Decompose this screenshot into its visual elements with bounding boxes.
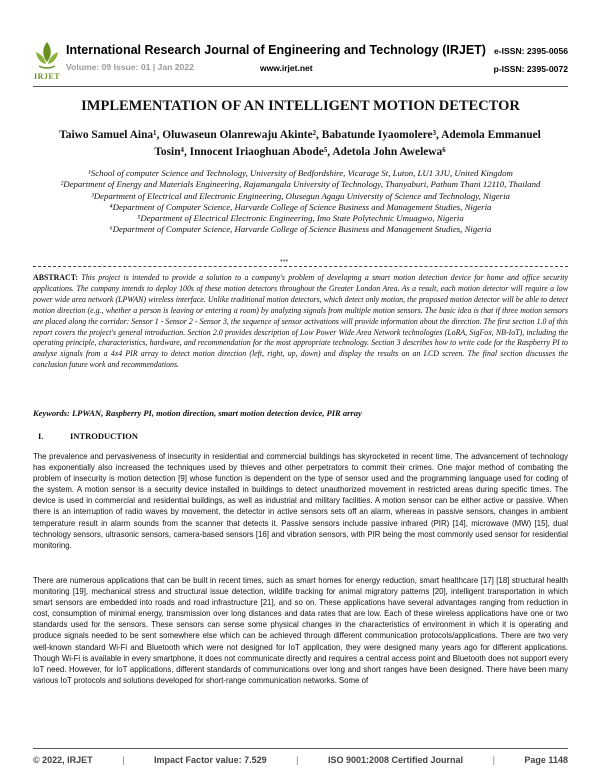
footer-separator: | <box>122 755 125 765</box>
e-issn: e-ISSN: 2395-0056 <box>493 46 568 56</box>
footer-copyright: © 2022, IRJET <box>33 755 93 765</box>
section-title: INTRODUCTION <box>70 431 139 441</box>
p-issn: p-ISSN: 2395-0072 <box>493 64 568 74</box>
separator-mark: *** <box>280 259 289 266</box>
separator-line <box>33 266 568 267</box>
header-rule <box>33 86 568 87</box>
affiliation-1: ¹School of computer Science and Technology, University of Bedfordshire, Vicarage St, Luton, LU1 3JU, United Kingdom <box>88 168 513 178</box>
affiliation-3: ³Department of Electrical and Electronic Engineering, Olusegun Agagu University of Science and Technology, Nigeria <box>91 190 510 201</box>
page-footer <box>33 755 568 765</box>
author-list: Taiwo Samuel Aina¹, Oluwaseun Olanrewaju Akinte², Babatunde Iyaomolere³, Ademola Emmanuel Tosin⁴, Innocent Iriaoghuan Abode⁵, Adetola John Awelewa⁶ <box>59 129 541 158</box>
logo-text: IRJET <box>33 72 61 81</box>
abstract <box>33 273 568 371</box>
section-number: I. <box>38 431 44 441</box>
journal-header <box>33 38 568 86</box>
affiliation-2: ²Department of Energy and Materials Engineering, Rajamangala University of Technology, Thanyaburi, Pathum Thani 12110, Thailand <box>60 179 541 190</box>
affiliation-6: ⁶Department of Computer Science, Harvarde College of Science Business and Management Studies, Nigeria <box>109 224 492 235</box>
keywords: Keywords: LPWAN, Raspberry PI, motion direction, smart motion detection device, PIR array <box>33 408 362 418</box>
footer-page-number: Page 1148 <box>524 755 568 765</box>
footer-separator: | <box>296 755 299 765</box>
footer-iso: ISO 9001:2008 Certified Journal <box>327 755 464 765</box>
paragraph-1: The prevalence and pervasiveness of insecurity in residential and commercial buildings has skyrocketed in recent time. The advancement of technology has exponentially also increased the techniques used by thieves and other perpetrators to commit their crimes. One major method of combating the problem of insecurity is motion detection [9] whose function is dependent on the type of sensor used and the programming language used for coding of the system. A motion sensor is a security device installed in buildings to detect unauthorized movement in restricted areas during specific times. The device is used in commercial and residential buildings, as well as industrial and military facilities. A motion sensor can be either active or passive. When there is an interruption of radio waves by movement, the detector in active sensors sets off an alarm, whereas in passive sensors, changes in ambient temperature result in alarm sounds from the scanner that detects it. Passive sensors include passive infrared (PIR) [14], microwave (MW) [15], dual technology sensors, ultrasonic sensors, camera-based sensors [16] and vibration sensors, with PIR being the most commonly used sensor for residential monitoring. <box>33 452 568 550</box>
affiliations <box>33 168 568 236</box>
abstract-label: ABSTRACT: <box>33 273 79 282</box>
abstract-text: This project is intended to provide a solution to a company's problem of developing a smart motion detection device for home and office security applications. The company intends to deploy 100s of these motion detectors throughout the Greater London Area. As a result, each motion detector will require a low power wide area network (LPWAN) wireless interface. Unlike traditional motion detectors, which detect only motion, the proposed motion detector will be able to detect motion direction (e.g., whether a person is leaving or entering a room) by analyzing signals from multiple motion sensors. The basic idea is that if three motion sensors are placed along the corridor: Sensor 1 - Sensor 2 - Sensor 3, the sequence of sensor activations will provide information about the direction. The first section 1.0 of this report covers the project's general introduction. Section 2.0 provides description of Low Power Wide Area Network technologies (LoRA, SigFox, NB-IoT), including the operating principle, characteristics, hardware, and recommendation for the most appropriate technology. Section 3 describes how to write code for the Raspberry PI to analyse signals from a 4x4 PIR array to detect motion direction (left, right, up, down) and display the results on an LCD screen. The final section discusses the conclusion future work and recommendations. <box>33 273 568 370</box>
affiliation-4: ⁴Department of Computer Science, Harvarde College of Science Business and Management Studies, Nigeria <box>109 201 492 212</box>
section-heading <box>38 431 138 441</box>
footer-rule <box>33 748 568 749</box>
journal-title: International Research Journal of Engineering and Technology (IRJET) <box>66 43 486 57</box>
footer-impact-factor: Impact Factor value: 7.529 <box>154 755 267 765</box>
volume-info: Volume: 09 Issue: 01 | Jan 2022 <box>66 62 194 72</box>
journal-website: www.irjet.net <box>260 63 313 73</box>
paragraph-2: There are numerous applications that can be built in recent times, such as smart homes for energy reduction, smart healthcare [17] [18] structural health monitoring [19], mechanical stress and structural issue detection, wildlife tracking for animal migratory patterns [20], intelligent transportation in which smart sensors are embedded into roads and road infrastructure [21], and so on. These applications have several advantages ranging from reduction in cost, consumption of minimal energy, transmission over long distances and data rates that are low. Each of these wireless applications have one or two standards used for the sensors. These sensors can sense some physical changes in the characteristics of environment in which it is operating and produce signals needed to be sent somewhere else which can be achieved through different communication protocols/applications. There are two very well-known standard Wi-Fi and Bluetooth which were not designed for IoT application, they were designed many years ago for different applications. Though Wi-Fi is available in every smartphone, it does not communicate directly and requires a central access point and Bluetooth does not support every IoT need. However, for IoT applications, different standards of communications over long and short ranges have been designed. There have been many various IoT protocols and solutions developed for short-range communication networks. Some of <box>33 576 568 685</box>
footer-separator: | <box>492 755 495 765</box>
paper-title: IMPLEMENTATION OF AN INTELLIGENT MOTION DETECTOR <box>81 98 520 114</box>
affiliation-5: ⁵Department of Electrical Electronic Engineering, Imo State Polytechnic Umuagwo, Nigeria <box>137 213 464 224</box>
